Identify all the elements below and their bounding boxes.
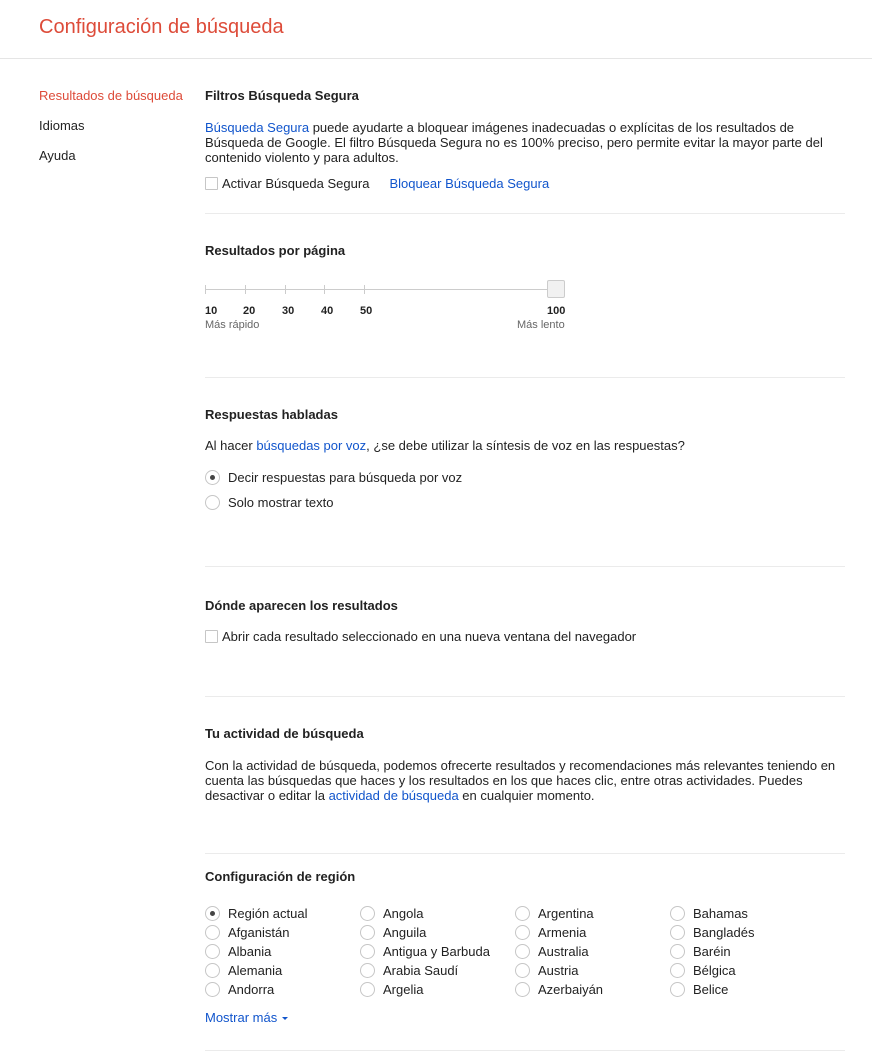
radio-button[interactable] [670,906,685,921]
page-title: Configuración de búsqueda [39,16,284,38]
radio-button[interactable] [515,906,530,921]
search-activity-section [205,726,845,854]
radio-label: Andorra [228,982,275,997]
radio-button[interactable] [670,963,685,978]
safe-search-checkbox[interactable] [205,176,369,191]
radio-label: Bangladés [693,925,755,940]
radio-button[interactable] [670,925,685,940]
region-radio-option[interactable] [670,925,825,940]
radio-button[interactable] [360,963,375,978]
region-radio-option[interactable] [205,906,360,921]
region-radio-option[interactable] [515,982,670,997]
radio-text-only[interactable] [205,495,845,510]
section-heading: Respuestas habladas [205,407,338,422]
radio-button[interactable] [205,925,220,940]
section-heading: Dónde aparecen los resultados [205,598,398,613]
tick-label: 100 [547,305,566,317]
region-radio-option[interactable] [670,963,825,978]
region-radio-option[interactable] [670,906,825,921]
region-radio-option[interactable] [205,944,360,959]
region-radio-option[interactable] [360,925,515,940]
region-radio-option[interactable] [670,982,825,997]
radio-button[interactable] [670,944,685,959]
radio-label: Antigua y Barbuda [383,944,490,959]
search-activity-description: Con la actividad de búsqueda, podemos ofrecerte resultados y recomendaciones más relevantes teniendo en cuenta las búsquedas que haces y los resultados en los que haces clic, entre otras actividades. Puedes desactivar o editar la actividad de búsqueda en cualquier momento. [205,758,836,803]
sidebar-item-languages[interactable]: Idiomas [39,118,85,133]
section-heading: Tu actividad de búsqueda [205,726,364,741]
radio-label: Austria [538,963,579,978]
results-per-page-section [205,243,845,378]
region-section [205,869,845,1051]
radio-button[interactable] [360,906,375,921]
show-more-button[interactable]: Mostrar más [205,1010,288,1025]
tick-label: 50 [360,305,373,317]
slider-handle[interactable] [547,280,565,298]
region-radio-option[interactable] [515,963,670,978]
region-radio-option[interactable] [205,963,360,978]
caret-down-icon [282,1017,288,1020]
radio-label: Bahamas [693,906,748,921]
radio-label: Baréin [693,944,731,959]
page-header [0,0,872,59]
radio-label: Argentina [538,906,594,921]
region-radio-option[interactable] [360,944,515,959]
tick-label: 20 [243,305,256,317]
radio-label: Arabia Saudí [383,963,459,978]
region-radio-option[interactable] [515,906,670,921]
radio-button[interactable] [205,982,220,997]
slider-tick [364,285,365,294]
slider-tick [245,285,246,294]
checkbox-label: Activar Búsqueda Segura [222,176,370,191]
slower-label: Más lento [517,319,565,331]
new-window-checkbox[interactable] [205,629,845,644]
results-per-page-slider[interactable] [205,275,566,331]
radio-button[interactable] [515,944,530,959]
radio-button[interactable] [205,495,220,510]
settings-main [205,88,845,1051]
safe-search-link[interactable]: Búsqueda Segura [205,120,310,135]
region-radio-option[interactable] [205,925,360,940]
radio-label: Azerbaiyán [538,982,604,997]
radio-button[interactable] [360,925,375,940]
region-radio-option[interactable] [360,982,515,997]
radio-label: Solo mostrar texto [228,495,334,510]
safe-search-description: Búsqueda Segura puede ayudarte a bloquear imágenes inadecuadas o explícitas de los resultados de Búsqueda de Google. El filtro Búsqueda Segura no es 100% preciso, pero permite evitar la mayor parte del contenido violento y para adultos. [205,120,823,165]
radio-label: Australia [538,944,589,959]
section-heading: Resultados por página [205,243,346,258]
voice-search-link[interactable]: búsquedas por voz [256,438,367,453]
region-options [205,906,845,997]
sidebar-item-help[interactable]: Ayuda [39,148,76,163]
sidebar-item-search-results[interactable]: Resultados de búsqueda [39,88,183,103]
radio-button[interactable] [360,982,375,997]
lock-safe-search-link[interactable]: Bloquear Búsqueda Segura [389,176,550,191]
radio-label: Región actual [228,906,308,921]
tick-label: 40 [321,305,334,317]
radio-label: Belice [693,982,729,997]
radio-button[interactable] [205,906,220,921]
safe-search-section [205,88,845,214]
radio-button[interactable] [515,982,530,997]
checkbox-label: Abrir cada resultado seleccionado en una nueva ventana del navegador [222,629,637,644]
spoken-answers-question: Al hacer búsquedas por voz, ¿se debe utilizar la síntesis de voz en las respuestas? [205,438,685,453]
radio-label: Armenia [538,925,587,940]
radio-button[interactable] [205,963,220,978]
radio-label: Alemania [228,963,283,978]
radio-button[interactable] [515,963,530,978]
search-activity-link[interactable]: actividad de búsqueda [328,788,459,803]
sidebar-nav [39,88,199,178]
section-heading: Filtros Búsqueda Segura [205,88,359,103]
radio-button[interactable] [205,470,220,485]
region-radio-option[interactable] [670,944,825,959]
region-radio-option[interactable] [515,944,670,959]
radio-label: Angola [383,906,424,921]
radio-label: Anguila [383,925,427,940]
slider-tick [324,285,325,294]
radio-button[interactable] [205,944,220,959]
region-radio-option[interactable] [360,906,515,921]
results-window-section [205,598,845,697]
section-heading: Configuración de región [205,869,356,884]
radio-label: Albania [228,944,272,959]
spoken-answers-section [205,407,845,567]
faster-label: Más rápido [205,319,260,331]
slider-track[interactable] [205,289,557,290]
tick-label: 30 [282,305,295,317]
radio-button[interactable] [515,925,530,940]
radio-label: Argelia [383,982,424,997]
radio-button[interactable] [670,982,685,997]
radio-label: Bélgica [693,963,736,978]
region-radio-option[interactable] [360,963,515,978]
checkbox-box[interactable] [205,177,218,190]
radio-label: Decir respuestas para búsqueda por voz [228,470,463,485]
checkbox-box[interactable] [205,630,218,643]
slider-tick [285,285,286,294]
tick-label: 10 [205,305,218,317]
radio-label: Afganistán [228,925,290,940]
region-radio-option[interactable] [515,925,670,940]
slider-tick [205,285,206,294]
radio-speak-answers[interactable] [205,470,845,485]
radio-button[interactable] [360,944,375,959]
region-radio-option[interactable] [205,982,360,997]
